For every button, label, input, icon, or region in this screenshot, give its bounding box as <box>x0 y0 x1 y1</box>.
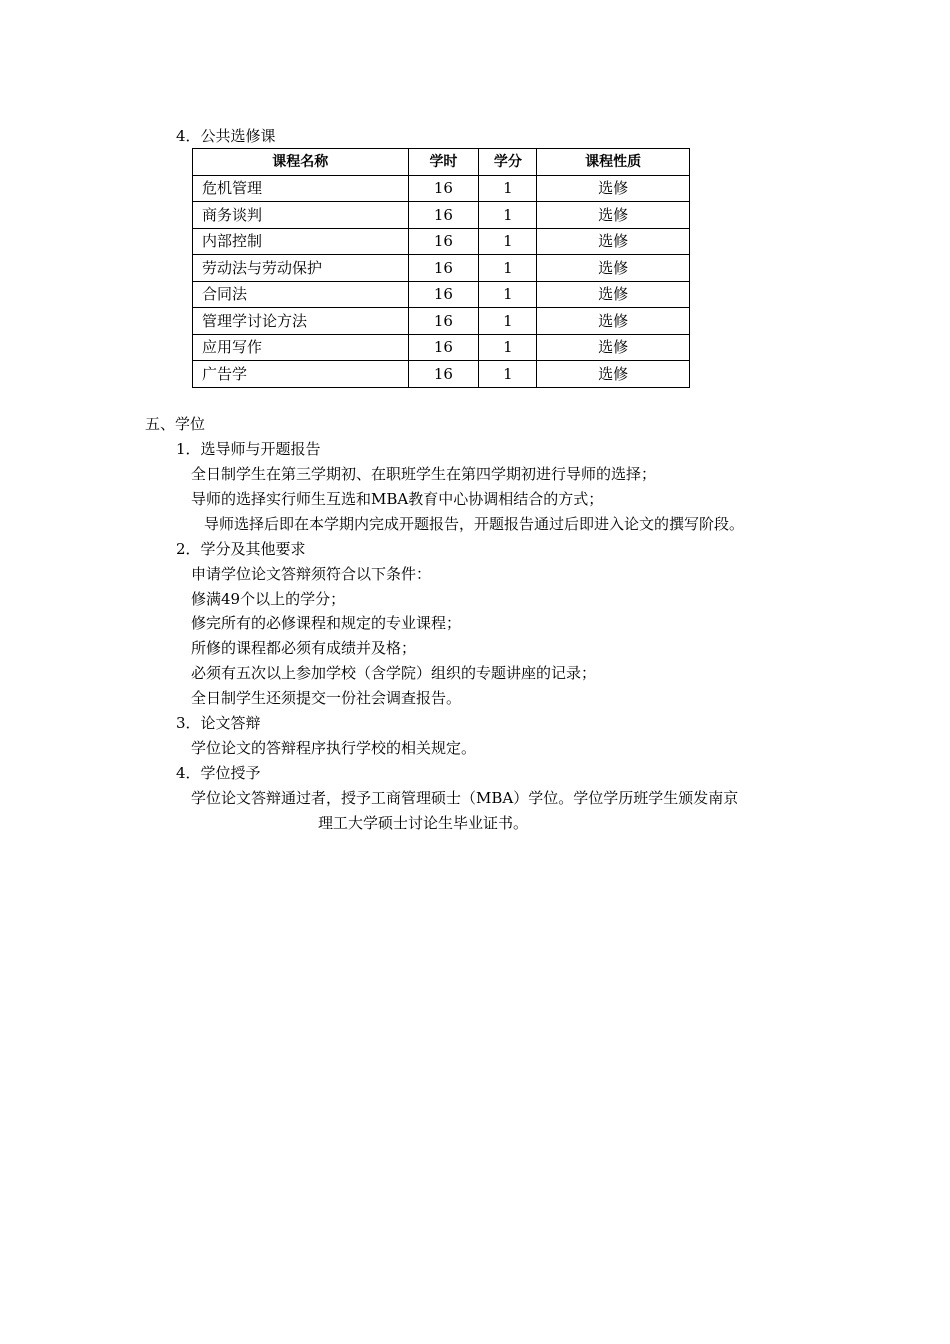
credits-cell: 1 <box>479 361 537 388</box>
paragraph-line: 必须有五次以上参加学校（含学院）组织的专题讲座的记录； <box>191 664 597 682</box>
hours-cell: 16 <box>408 228 479 255</box>
credits-cell: 1 <box>479 334 537 361</box>
table-row <box>193 202 690 229</box>
table-row <box>193 361 690 388</box>
paragraph-line: 修完所有的必修课程和规定的专业课程； <box>191 614 462 632</box>
course-name-cell: 商务谈判 <box>193 202 409 229</box>
course-type-cell: 选修 <box>537 175 690 202</box>
course-name-cell: 应用写作 <box>193 334 409 361</box>
course-type-cell: 选修 <box>537 228 690 255</box>
credits-cell: 1 <box>479 308 537 335</box>
course-name-cell: 危机管理 <box>193 175 409 202</box>
degree-heading: 五、学位 <box>145 415 206 433</box>
header-course-type: 课程性质 <box>537 149 690 176</box>
paragraph-line: 申请学位论文答辩须符合以下条件： <box>191 565 432 583</box>
section-conferral-title: 4．学位授予 <box>176 764 261 782</box>
table-row <box>193 281 690 308</box>
course-type-cell: 选修 <box>537 334 690 361</box>
paragraph-line: 导师选择后即在本学期内完成开题报告，开题报告通过后即进入论文的撰写阶段。 <box>204 515 745 533</box>
course-name-cell: 劳动法与劳动保护 <box>193 255 409 282</box>
hours-cell: 16 <box>408 334 479 361</box>
course-name-cell: 广告学 <box>193 361 409 388</box>
credits-cell: 1 <box>479 255 537 282</box>
course-type-cell: 选修 <box>537 361 690 388</box>
paragraph-line: 理工大学硕士讨论生毕业证书。 <box>318 814 529 832</box>
table-row <box>193 228 690 255</box>
header-credits: 学分 <box>479 149 537 176</box>
course-type-cell: 选修 <box>537 281 690 308</box>
course-name-cell: 内部控制 <box>193 228 409 255</box>
course-type-cell: 选修 <box>537 308 690 335</box>
paragraph-line: 所修的课程都必须有成绩并及格； <box>191 639 417 657</box>
course-name-cell: 管理学讨论方法 <box>193 308 409 335</box>
header-course-name: 课程名称 <box>193 149 409 176</box>
paragraph-line: 导师的选择实行师生互选和MBA教育中心协调相结合的方式； <box>191 490 604 508</box>
hours-cell: 16 <box>408 255 479 282</box>
table-row <box>193 255 690 282</box>
hours-cell: 16 <box>408 202 479 229</box>
course-type-cell: 选修 <box>537 255 690 282</box>
hours-cell: 16 <box>408 175 479 202</box>
paragraph-line: 全日制学生在第三学期初、在职班学生在第四学期初进行导师的选择； <box>191 465 657 483</box>
elective-heading: 4．公共选修课 <box>176 127 276 145</box>
hours-cell: 16 <box>408 361 479 388</box>
table-row <box>193 175 690 202</box>
table-row <box>193 334 690 361</box>
section-credits-title: 2．学分及其他要求 <box>176 540 306 558</box>
paragraph-line: 学位论文答辩通过者，授予工商管理硕士（MBA）学位。学位学历班学生颁发南京 <box>191 789 739 807</box>
credits-cell: 1 <box>479 175 537 202</box>
table-header-row <box>193 149 690 176</box>
paragraph-line: 学位论文的答辩程序执行学校的相关规定。 <box>191 739 477 757</box>
table-row <box>193 308 690 335</box>
course-type-cell: 选修 <box>537 202 690 229</box>
hours-cell: 16 <box>408 281 479 308</box>
section-defense-title: 3．论文答辩 <box>176 714 261 732</box>
header-hours: 学时 <box>408 149 479 176</box>
credits-cell: 1 <box>479 202 537 229</box>
elective-course-table <box>192 148 690 388</box>
paragraph-line: 修满49个以上的学分； <box>191 590 346 608</box>
credits-cell: 1 <box>479 281 537 308</box>
credits-cell: 1 <box>479 228 537 255</box>
paragraph-line: 全日制学生还须提交一份社会调查报告。 <box>191 689 462 707</box>
course-name-cell: 合同法 <box>193 281 409 308</box>
hours-cell: 16 <box>408 308 479 335</box>
section-advisor-title: 1．选导师与开题报告 <box>176 440 321 458</box>
